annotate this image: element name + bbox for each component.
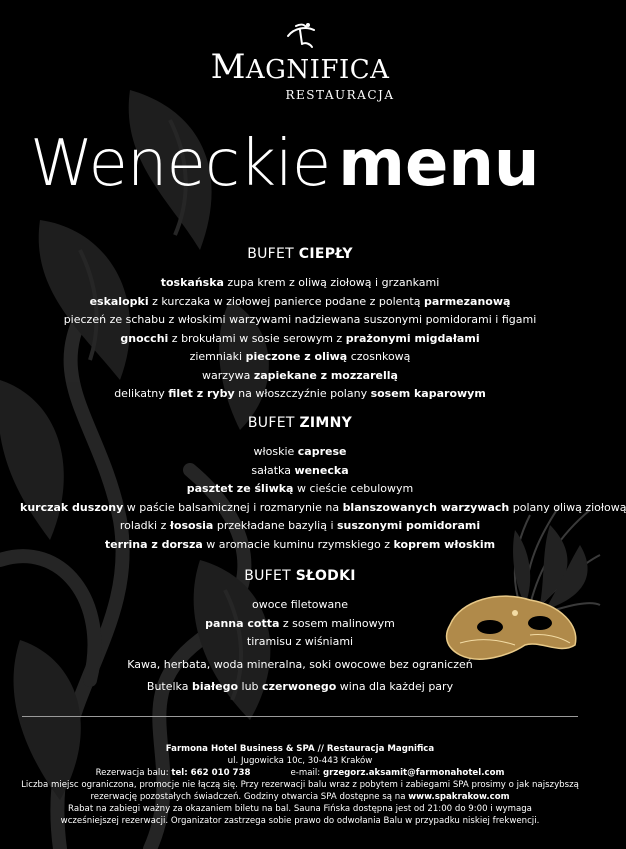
menu-item-highlight: blanszowanych warzywach (342, 500, 510, 514)
title-bold: menu (338, 127, 540, 201)
menu-item (20, 274, 580, 293)
heading-bold: ZIMNY (299, 415, 353, 431)
menu-item-highlight: kurczak duszony (20, 500, 124, 514)
menu-item-highlight: czerwonego (262, 680, 337, 693)
footer-note: Liczba miejsc ograniczona, promocje nie łączą się. Przy rezerwacji balu wraz z pobytem i zabiegami SPA prosimy o jak najszybszą (21, 780, 579, 790)
phone-label: Rezerwacja balu: (95, 768, 172, 778)
menu-item-highlight: suszonymi pomidorami (337, 519, 481, 532)
menu-item-highlight: prażonymi migdałami (345, 331, 480, 345)
section-heading (20, 415, 580, 431)
menu-item-highlight: filet z ryby (168, 387, 235, 400)
menu-item-text: sałatka (251, 463, 295, 477)
menu-item-text: w cieście cebulowym (293, 482, 414, 495)
menu-item (20, 499, 626, 518)
menu-item-text: warzywa (202, 368, 254, 382)
heading-bold: SŁODKI (295, 568, 356, 584)
menu-item (20, 596, 580, 615)
section-heading (20, 568, 580, 584)
menu-item-text: polany oliwą ziołową (509, 500, 626, 514)
footer-note: wcześniejszej rezerwacji. Organizator zastrzega sobie prawo do odwołania Balu w przypadku niskiej frekwencji. (60, 816, 540, 826)
brand-subtitle: RESTAURACJA (285, 88, 395, 102)
menu-item (20, 654, 580, 676)
heading-bold: CIEPŁY (298, 246, 353, 262)
section-sweet-buffet (20, 568, 580, 652)
menu-item-list (20, 274, 580, 404)
menu-item-text: zupa krem z oliwą ziołową i grzankami (223, 276, 440, 289)
brand-name (0, 47, 600, 87)
heading-light: BUFET (244, 568, 296, 584)
menu-item-text: delikatny (114, 387, 169, 400)
menu-item-highlight: parmezanową (423, 294, 511, 308)
menu-item-highlight: pieczone z oliwą (245, 350, 348, 363)
email-label: e-mail: (290, 768, 323, 778)
menu-item-highlight: koprem włoskim (393, 537, 496, 551)
website-link[interactable]: www.spakrakow.com (408, 792, 510, 802)
footer-note: Rabat na zabiegi ważny za okazaniem biletu na bal. Sauna Fińska dostępna jest od 21:00 do 9:00 i wymaga (68, 804, 532, 814)
menu-item-highlight: caprese (297, 445, 347, 458)
phone-number[interactable]: tel: 662 010 738 (171, 768, 251, 778)
brand-initial: M (210, 47, 246, 87)
menu-item-highlight: sosem kaparowym (370, 387, 486, 400)
menu-item (20, 330, 580, 349)
menu-item-highlight: panna cotta (205, 616, 280, 630)
menu-item-text: włoskie (253, 445, 298, 458)
menu-item-text: w paście balsamicznej i rozmarynie na (123, 500, 343, 514)
section-drinks (20, 654, 580, 698)
footer-divider (22, 716, 578, 717)
email-link[interactable]: grzegorz.aksamit@farmonahotel.com (322, 768, 505, 778)
menu-item-text: lub (238, 680, 263, 693)
menu-item-text: pieczeń ze schabu z włoskimi warzywami nadziewana suszonymi pomidorami i figami (63, 313, 537, 326)
menu-item-text: z brokułami w sosie serowym z (168, 331, 346, 345)
title-light: Weneckie (30, 127, 331, 201)
footer-info (10, 743, 590, 827)
menu-item (20, 367, 580, 386)
menu-item (20, 443, 580, 462)
drinks-list (20, 654, 580, 698)
heading-light: BUFET (247, 246, 299, 262)
restaurant-logo (0, 22, 600, 102)
section-cold-buffet (20, 415, 626, 554)
menu-item (20, 462, 580, 481)
menu-item-text: z kurczaka w ziołowej panierce podane z polentą (148, 294, 424, 308)
menu-item-highlight: łososia (169, 519, 214, 532)
section-heading (20, 246, 580, 262)
menu-item (20, 615, 580, 634)
section-hot-buffet (20, 246, 580, 404)
menu-item (20, 676, 580, 698)
menu-item-text: roladki z (119, 519, 170, 532)
menu-item-highlight: pasztet ze śliwką (186, 482, 294, 495)
menu-item-text: na włoszczyźnie polany (234, 387, 371, 400)
menu-item-highlight: toskańska (160, 276, 224, 289)
menu-item-text: wina dla każdej pary (336, 680, 454, 693)
menu-item-text: z sosem malinowym (279, 616, 395, 630)
menu-item-list (20, 443, 626, 554)
dancer-figure-icon (280, 22, 320, 48)
menu-item (20, 517, 580, 536)
menu-item-highlight: eskalopki (89, 294, 149, 308)
menu-item-text: ziemniaki (189, 350, 246, 363)
menu-item-text: Kawa, herbata, woda mineralna, soki owocowe bez ograniczeń (127, 658, 473, 671)
menu-item (20, 480, 580, 499)
menu-item-text: tiramisu z wiśniami (246, 635, 354, 648)
menu-item-highlight: terrina z dorsza (104, 537, 203, 551)
menu-item (20, 385, 580, 404)
heading-light: BUFET (247, 415, 300, 431)
menu-item-highlight: wenecka (294, 463, 349, 477)
menu-item-highlight: gnocchi (120, 331, 169, 345)
footer-note: rezerwację pozostałych świadczeń. Godziny otwarcia SPA dostępne są na (90, 792, 409, 802)
menu-item-highlight: zapiekane z mozzarellą (253, 368, 398, 382)
hotel-name: Farmona Hotel Business & SPA // Restauracja Magnifica (165, 744, 435, 754)
page-title (30, 127, 540, 201)
menu-item-text: przekładane bazylią i (213, 519, 337, 532)
brand-rest: AGNIFICA (245, 55, 390, 85)
menu-item (20, 311, 580, 330)
menu-item-text: owoce filetowane (251, 598, 349, 611)
menu-item-highlight: białego (191, 680, 239, 693)
menu-item-text: czosnkową (347, 350, 411, 363)
address: ul. Jugowicka 10c, 30-443 Kraków (227, 756, 373, 766)
menu-item-text: w aromacie kuminu rzymskiego z (202, 537, 394, 551)
menu-item (20, 536, 580, 555)
menu-item-text: Butelka (146, 680, 192, 693)
menu-item-list (20, 596, 580, 652)
menu-item (20, 348, 580, 367)
menu-item (20, 293, 580, 312)
menu-item (20, 633, 580, 652)
